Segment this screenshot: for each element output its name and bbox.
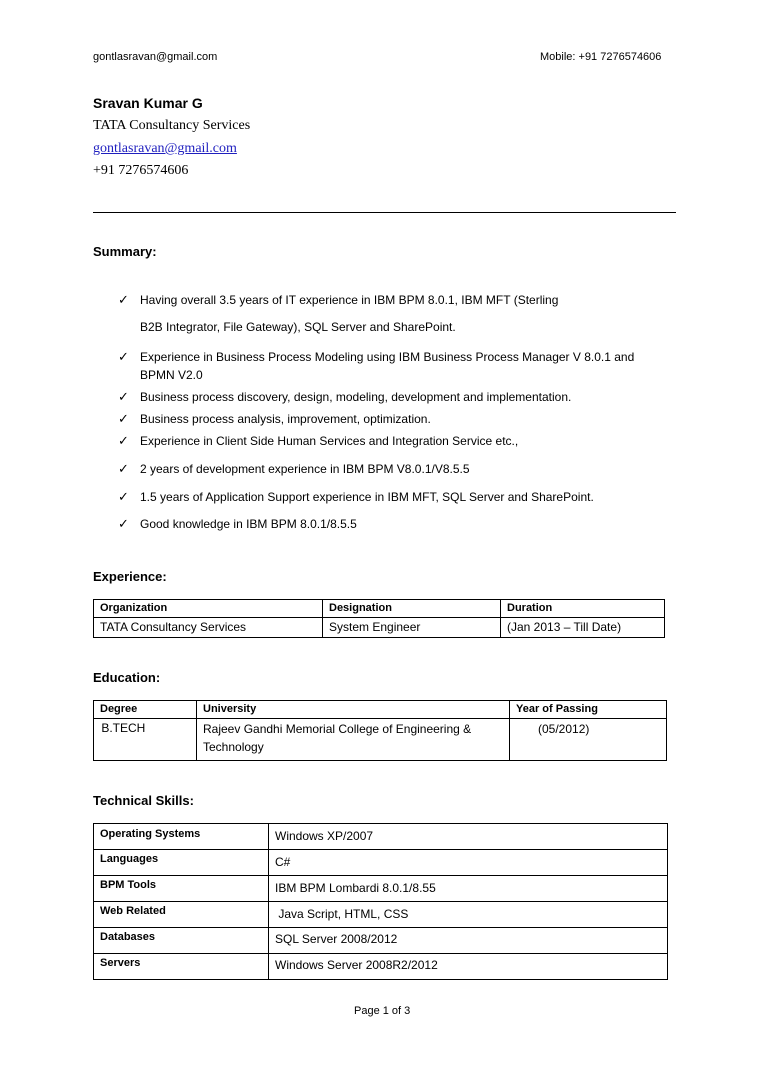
- table-header-row: [94, 600, 665, 618]
- checkmark-icon: ✓: [118, 390, 129, 405]
- table-cell: Languages: [94, 850, 269, 876]
- summary-item: ✓ Business process discovery, design, modeling, development and implementation.: [140, 387, 571, 408]
- summary-heading: Summary:: [93, 244, 157, 259]
- table-cell: BPM Tools: [94, 876, 269, 902]
- table-header: Designation: [323, 600, 501, 618]
- table-row: [94, 954, 668, 980]
- candidate-name: Sravan Kumar G: [93, 95, 203, 111]
- summary-item: ✓ Good knowledge in IBM BPM 8.0.1/8.5.5: [140, 514, 357, 535]
- checkmark-icon: ✓: [118, 350, 129, 365]
- table-cell: Operating Systems: [94, 824, 269, 850]
- table-row: [94, 618, 665, 638]
- checkmark-icon: ✓: [118, 434, 129, 449]
- table-cell: Rajeev Gandhi Memorial College of Engineering & Technology: [197, 719, 510, 761]
- page-number: Page 1 of 3: [354, 1005, 411, 1017]
- table-cell: B.TECH: [94, 719, 197, 761]
- table-cell: Java Script, HTML, CSS: [269, 902, 668, 928]
- summary-item-continuation: B2B Integrator, File Gateway), SQL Server and SharePoint.: [140, 320, 456, 334]
- summary-item: ✓ 2 years of development experience in IBM BPM V8.0.1/V8.5.5: [140, 459, 470, 480]
- table-cell: C#: [269, 850, 668, 876]
- header-mobile: Mobile: +91 7276574606: [540, 51, 662, 63]
- summary-item: ✓ Experience in Client Side Human Services and Integration Service etc.,: [140, 431, 518, 452]
- table-cell: IBM BPM Lombardi 8.0.1/8.55: [269, 876, 668, 902]
- table-cell: (05/2012): [510, 719, 667, 761]
- table-cell: SQL Server 2008/2012: [269, 928, 668, 954]
- table-header: University: [197, 701, 510, 719]
- table-header: Duration: [501, 600, 665, 618]
- experience-heading: Experience:: [93, 569, 167, 584]
- table-cell: Windows Server 2008R2/2012: [269, 954, 668, 980]
- table-cell: System Engineer: [323, 618, 501, 638]
- table-header: Organization: [94, 600, 323, 618]
- checkmark-icon: ✓: [118, 490, 129, 505]
- table-cell: (Jan 2013 – Till Date): [501, 618, 665, 638]
- checkmark-icon: ✓: [118, 517, 129, 532]
- summary-item: ✓ 1.5 years of Application Support experience in IBM MFT, SQL Server and SharePoint.: [140, 487, 594, 508]
- checkmark-icon: ✓: [118, 462, 129, 477]
- table-row: [94, 876, 668, 902]
- checkmark-icon: ✓: [118, 412, 129, 427]
- checkmark-icon: ✓: [118, 293, 129, 308]
- table-row: [94, 902, 668, 928]
- summary-item: ✓ Experience in Business Process Modeling using IBM Business Process Manager V 8.0.1 and: [140, 347, 634, 368]
- table-row: [94, 719, 667, 761]
- table-cell: TATA Consultancy Services: [94, 618, 323, 638]
- experience-table: [93, 599, 665, 638]
- company-name: TATA Consultancy Services: [93, 118, 251, 133]
- table-cell: Windows XP/2007: [269, 824, 668, 850]
- education-heading: Education:: [93, 670, 161, 685]
- table-cell: Servers: [94, 954, 269, 980]
- phone-number: +91 7276574606: [93, 163, 189, 178]
- skills-table: [93, 823, 668, 980]
- skills-heading: Technical Skills:: [93, 793, 194, 808]
- education-table: [93, 700, 667, 761]
- summary-item-continuation: BPMN V2.0: [140, 368, 203, 382]
- table-header: Degree: [94, 701, 197, 719]
- summary-item: ✓ Business process analysis, improvement, optimization.: [140, 409, 431, 430]
- table-row: [94, 850, 668, 876]
- table-row: [94, 824, 668, 850]
- email-link[interactable]: gontlasravan@gmail.com: [93, 141, 237, 156]
- table-header: Year of Passing: [510, 701, 667, 719]
- table-cell: Web Related: [94, 902, 269, 928]
- table-row: [94, 928, 668, 954]
- table-cell: Databases: [94, 928, 269, 954]
- divider: [93, 212, 676, 213]
- header-email: gontlasravan@gmail.com: [93, 51, 218, 63]
- summary-item: ✓ Having overall 3.5 years of IT experience in IBM BPM 8.0.1, IBM MFT (Sterling: [140, 290, 558, 311]
- table-header-row: [94, 701, 667, 719]
